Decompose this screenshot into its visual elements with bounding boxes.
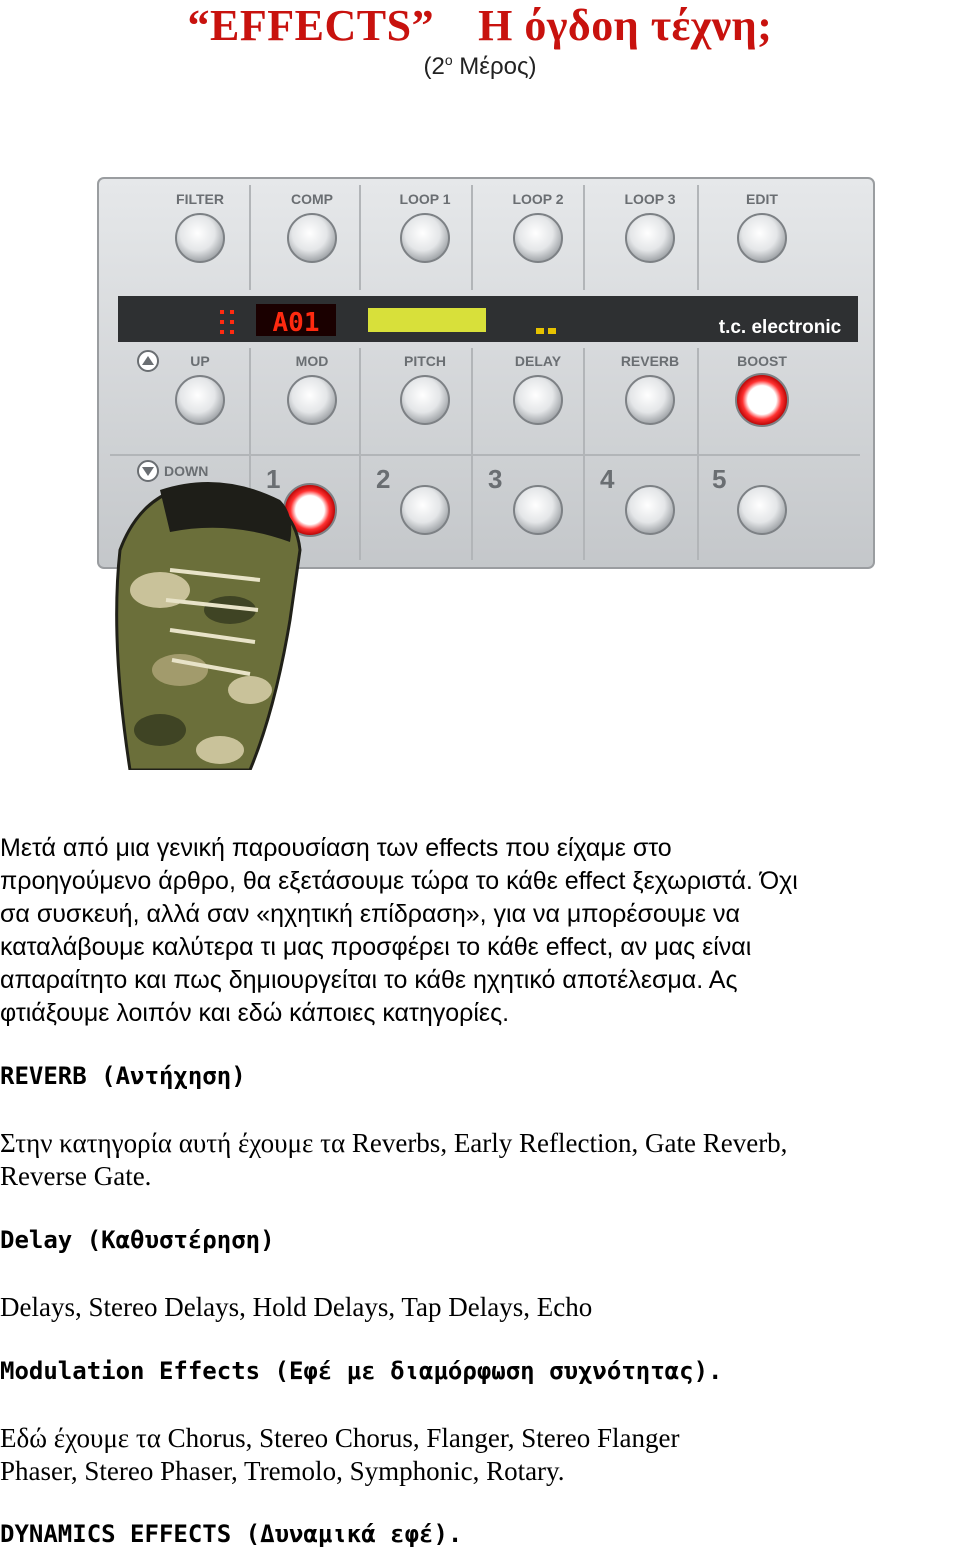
label-pitch: PITCH [404, 353, 446, 369]
footswitch-boost-lit [736, 374, 788, 426]
footswitch-reverb [626, 376, 674, 424]
footswitch-loop1 [401, 214, 449, 262]
label-loop2: LOOP 2 [512, 191, 564, 207]
brand-logo: t.c. electronic [718, 317, 842, 338]
label-edit: EDIT [746, 191, 778, 207]
intro-paragraph [0, 832, 960, 1030]
footswitch-4 [626, 486, 674, 534]
delay-heading: Delay (Καθυστέρηση) [0, 1226, 275, 1254]
subtitle-part: (2 [423, 53, 445, 80]
label-5: 5 [712, 464, 727, 494]
reverb-heading: REVERB (Αντήχηση) [0, 1062, 246, 1090]
reverb-text [0, 1127, 960, 1193]
intro-line: φτιάξουμε λοιπόν και εδώ κάποιες κατηγορίες. [0, 999, 510, 1027]
label-mod: MOD [295, 353, 329, 369]
label-4: 4 [600, 464, 615, 494]
page-title [0, 0, 960, 51]
footswitch-loop3 [626, 214, 674, 262]
label-filter: FILTER [176, 191, 224, 207]
footswitch-up [176, 376, 224, 424]
footswitch-filter [176, 214, 224, 262]
label-3: 3 [488, 464, 503, 494]
label-1: 1 [266, 464, 281, 494]
pedalboard-photo [90, 170, 880, 770]
footswitch-pitch [401, 376, 449, 424]
intro-line: Μετά από μια γενική παρουσίαση των effects που είχαμε στο [0, 834, 672, 862]
intro-line: προηγούμενο άρθρο, θα εξετάσουμε τώρα το κάθε effect ξεχωριστά. Όχι [0, 867, 798, 895]
footswitch-2 [401, 486, 449, 534]
modulation-line: Phaser, Stereo Phaser, Tremolo, Symphonic, Rotary. [0, 1456, 565, 1486]
label-reverb: REVERB [620, 353, 680, 369]
footswitch-loop2 [514, 214, 562, 262]
label-down: DOWN [164, 463, 209, 479]
footswitch-3 [514, 486, 562, 534]
footswitch-edit [738, 214, 786, 262]
title-greek: Η όγδοη τέχνη; [478, 1, 773, 50]
page-subtitle [0, 52, 960, 81]
modulation-text [0, 1422, 960, 1488]
reverb-line: Στην κατηγορία αυτή έχουμε τα Reverbs, Early Reflection, Gate Reverb, [0, 1128, 788, 1158]
intro-line: απαραίτητο και πως δημιουργείται το κάθε ηχητικό αποτέλεσμα. Ας [0, 966, 738, 994]
display-preset: A01 [272, 308, 320, 338]
title-effects: “EFFECTS” [187, 1, 435, 50]
subtitle-part-2: Μέρος) [452, 53, 537, 80]
label-2: 2 [376, 464, 391, 494]
label-boost: BOOST [737, 353, 787, 369]
delay-text: Delays, Stereo Delays, Hold Delays, Tap Delays, Echo [0, 1292, 593, 1322]
label-delay: DELAY [514, 353, 562, 369]
footswitch-5 [738, 486, 786, 534]
sneaker-foot [117, 482, 300, 770]
intro-line: καταλάβουμε καλύτερα τι μας προσφέρει το κάθε effect, αν μας είναι [0, 933, 752, 961]
label-loop1: LOOP 1 [399, 191, 451, 207]
label-up: UP [190, 353, 210, 369]
modulation-line: Εδώ έχουμε τα Chorus, Stereo Chorus, Flanger, Stereo Flanger [0, 1423, 680, 1453]
dynamics-heading: DYNAMICS EFFECTS (Δυναμικά εφέ). [0, 1520, 463, 1548]
label-loop3: LOOP 3 [624, 191, 676, 207]
footswitch-comp [288, 214, 336, 262]
label-comp: COMP [291, 191, 333, 207]
footswitch-mod [288, 376, 336, 424]
reverb-line: Reverse Gate. [0, 1161, 152, 1191]
lcd-screen [368, 308, 486, 332]
modulation-heading: Modulation Effects (Εφέ με διαμόρφωση συχνότητας). [0, 1357, 723, 1385]
subtitle-sup: ο [444, 52, 453, 68]
footswitch-delay [514, 376, 562, 424]
intro-line: σα συσκευή, αλλά σαν «ηχητική επίδραση», για να μπορέσουμε να [0, 900, 740, 928]
